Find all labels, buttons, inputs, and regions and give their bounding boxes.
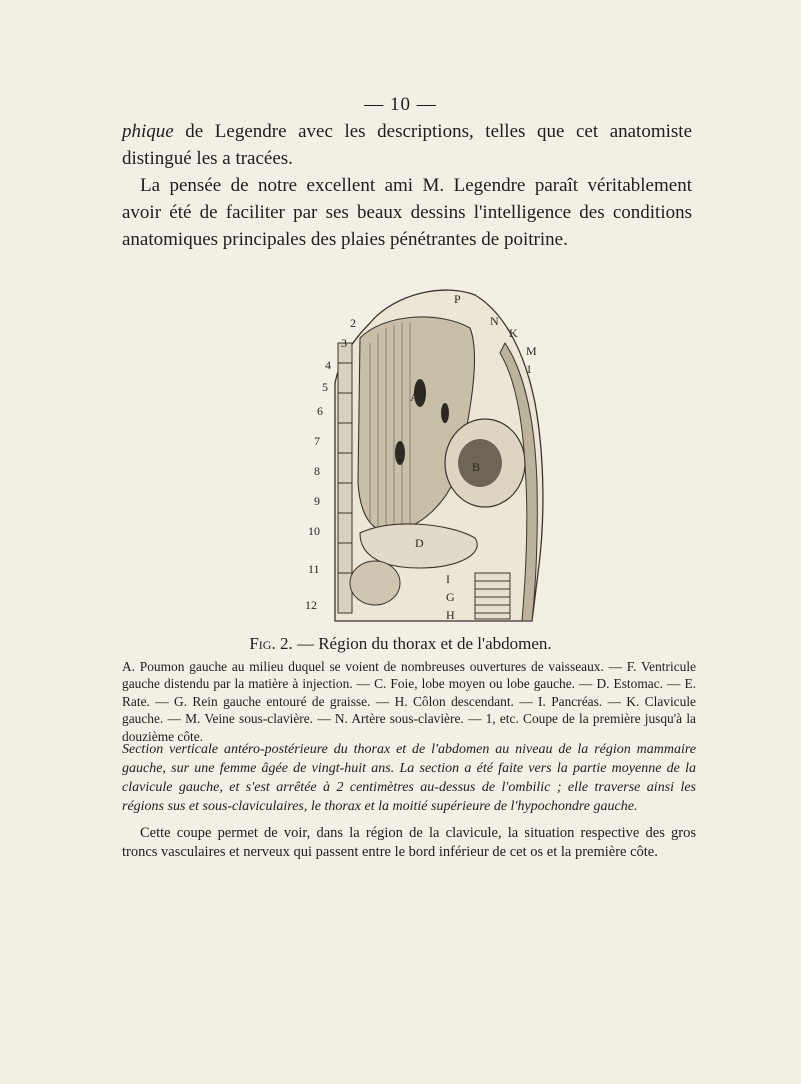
label-G: G [446,590,455,604]
label-12: 12 [305,598,317,612]
figure-caption-text: — Région du thorax et de l'abdomen. [292,634,552,653]
page-number: — 10 — [364,94,437,115]
kidney [350,561,400,605]
label-10: 10 [308,524,320,538]
label-7: 7 [314,434,320,448]
intro-text [122,118,692,253]
label-11: 11 [308,562,320,576]
label-A: A [410,390,419,404]
label-I: I [446,572,450,586]
intro-paragraph-1-rest: de Legendre avec les descriptions, telles que cet anatomiste distingué les a tracées. [122,121,692,169]
label-K: K [509,326,518,340]
label-2: 2 [350,316,356,330]
intro-paragraph-1 [122,118,692,172]
figure-legend: A. Poumon gauche au milieu duquel se voient de nombreuses ouvertures de vaisseaux. — F. Ventricule gauche distendu par la matière à injection. — C. Foie, lobe moyen ou lobe gauche. — D. Estomac. — E. Rate. — G. Rein gauche entouré de graisse. — H. Côlon descendant. — I. Pancréas. — K. Clavicule gauche. — M. Veine sous-clavière. — N. Artère sous-clavière. — 1, etc. Coupe de la première jusqu'à la douzième côte. [122,659,696,744]
intro-italic-word: phique [122,121,174,142]
figure-caption [0,634,801,654]
label-D: D [415,536,424,550]
label-1: 1 [526,362,532,376]
label-3: 3 [341,336,347,350]
label-B: B [472,460,481,474]
label-8: 8 [314,464,320,478]
label-P: P [454,292,461,306]
label-4: 4 [325,358,331,372]
label-5: 5 [322,380,328,394]
rib-column [338,343,352,613]
anatomical-figure [300,283,550,625]
label-H: H [446,608,455,622]
closing-paragraph: Cette coupe permet de voir, dans la région de la clavicule, la situation respective des gros troncs vasculaires et nerveux qui passent entre le bord inférieur de cet os et la première côte. [122,825,696,860]
figure-caption-label: Fig. 2. [249,634,293,653]
section-description: Section verticale antéro-postérieure du thorax et de l'abdomen au niveau de la région mammaire gauche, sur une femme âgée de vingt-huit ans. La section a été faite vers la partie moyenne de la clavicule gauche, et s'est arrêtée à 2 centimètres au-dessus de l'ombilic ; elle traverse ainsi les régions sus et sous-claviculaires, le thorax et la moitié supérieure de l'hypochondre gauche. [122,742,696,814]
label-M: M [526,344,537,358]
label-N: N [490,314,499,328]
label-6: 6 [317,404,323,418]
colon [475,573,510,619]
intro-paragraph-2: La pensée de notre excellent ami M. Legendre paraît véritablement avoir été de faciliter par ses beaux dessins l'intelligence des conditions anatomiques principales des plaies pénétrantes de poitrine. [122,175,692,250]
label-9: 9 [314,494,320,508]
